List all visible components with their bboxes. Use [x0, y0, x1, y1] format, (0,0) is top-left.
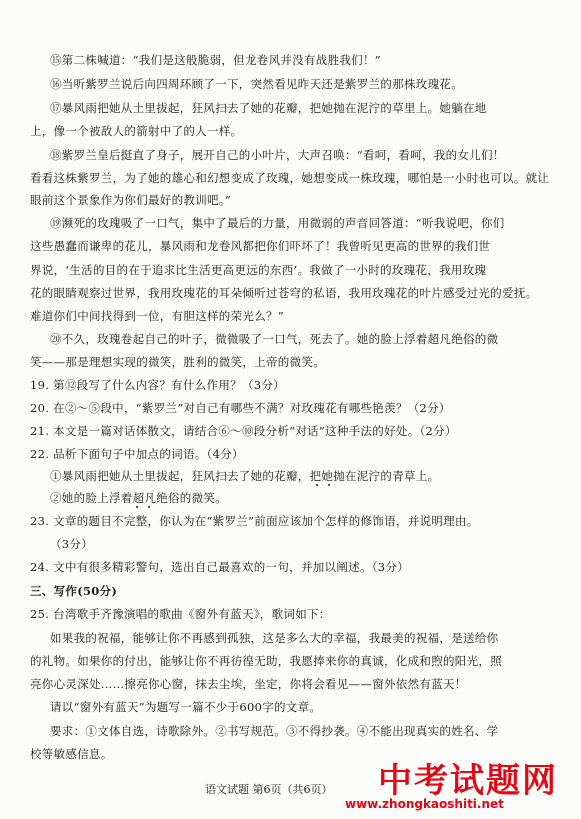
writing-requirements-cont: 校等敏感信息。 — [30, 747, 113, 761]
writing-requirements: 要求：①文体自选，诗歌除外。②书写规范。③不得抄袭。④不能出现真实的姓名、学 — [50, 724, 499, 738]
watermark-title: 中考试题网 — [378, 761, 558, 801]
writing-prompt: 请以“窗外有蓝天”为题写一篇不少于600字的文章。 — [50, 700, 322, 714]
question-22-item-2: ②她的脸上浮着超凡绝俗的微笑。 — [50, 491, 227, 505]
watermark-url: www.zhongkaoshiti.net — [345, 797, 504, 811]
passage-line-18-cont2: 眼前这个景象作为你们最好的教训吧。” — [30, 193, 232, 207]
lyrics-line-2: 的礼物。如果你的付出，能够让你不再彷徨无助，我愿捧来你的真诚，化成和煦的阳光，照 — [30, 654, 502, 668]
question-21: 21. 本文是一篇对话体散文，请结合⑥～⑩段分析“对话”这种手法的好处。（2分） — [30, 424, 457, 438]
question-22: 22. 品析下面句子中加点的词语。（4分） — [30, 447, 244, 461]
question-23-score: （3分） — [50, 537, 94, 551]
passage-line-17: ⑰暴风雨把她从土里拔起，狂风扫去了她的花瓣，把她抛在泥泞的草里上。她躺在地 — [50, 101, 487, 115]
passage-line-19-cont2: 界说，‘生活的目的在于追求比生活更高更远的东西’。我做了一小时的玫瑰花，我用玫瑰 — [30, 263, 487, 277]
question-22-item-1: ①暴风雨把她从土里拔起，狂风扫去了她的花瓣，把她抛在泥泞的青草上。 — [50, 469, 440, 483]
passage-line-17-cont: 上，像一个被敌人的箭射中了的人一样。 — [30, 124, 243, 138]
question-19: 19. 第⑫段写了什么内容？有什么作用？（3分） — [30, 378, 285, 392]
passage-line-16: ⑯当听紫罗兰说后向四周环顾了一下，突然看见昨天还是紫罗兰的那株玫瑰花。 — [50, 77, 463, 91]
question-20: 20. 在②～⑤段中，“紫罗兰”对自己有哪些不满？对玫瑰花有哪些艳羡？（2分） — [30, 401, 451, 415]
passage-line-19-cont4: 难道你们中间找得到一位，有胆这样的荣光么？” — [30, 309, 284, 323]
passage-line-18-cont1: 看看这株紫罗兰，为了她的雄心和幻想变成了玫瑰，她想变成一株玫瑰，哪怕是一小时也可以。就让 — [30, 171, 550, 185]
lyrics-line-3: 亮你心灵深处……擦亮你心窗，抹去尘埃，坐定，你将会看见——窗外依然有蓝天！ — [30, 677, 467, 691]
passage-line-15: ⑮第二株喊道：“我们是这般脆弱，但龙卷风并没有战胜我们！” — [50, 53, 381, 67]
passage-line-20-cont: 笑——那是理想实现的微笑，胜利的微笑，上帝的微笑。 — [30, 355, 325, 369]
passage-line-20: ⑳不久，玫瑰卷起自己的叶子，微微吸了一口气，死去了。她的脸上浮着超凡绝俗的微 — [50, 332, 499, 346]
question-23: 23. 文章的题目不完整，你认为在“紫罗兰”前面应该加个怎样的修饰语，并说明理由。 — [30, 514, 479, 528]
question-24: 24. 文中有很多精彩警句，选出自己最喜欢的一句，并加以阐述。（3分） — [30, 560, 410, 574]
lyrics-line-1: 如果我的祝福，能够让你不再感到孤独，这是多么大的幸福，我最美的祝福，是送给你 — [50, 631, 499, 645]
passage-line-19-cont3: 花的眼睛观察过世界，我用玫瑰花的耳朵倾听过苍穹的私语，我用玫瑰花的叶片感受过光的爱抚。 — [30, 286, 538, 300]
page-footer: 语文试题 第6页（共6页） — [205, 783, 333, 796]
passage-line-18: ⑱紫罗兰皇后挺直了身子，展开自己的小叶片，大声召唤：“看呵，看呵，我的女儿们！ — [50, 148, 505, 162]
passage-line-19-cont1: 这些愚蠢而谦卑的花儿，暴风雨和龙卷风都把你们吓坏了！我曾听见更高的世界的我们世 — [30, 239, 491, 253]
passage-line-19: ⑲濒死的玫瑰吸了一口气，集中了最后的力量，用微弱的声音回答道：“听我说吧，你们 — [50, 216, 505, 230]
question-25: 25. 台湾歌手齐豫演唱的歌曲《窗外有蓝天》，歌词如下： — [30, 607, 331, 621]
section-heading-writing: 三、写作(50分) — [30, 584, 118, 598]
